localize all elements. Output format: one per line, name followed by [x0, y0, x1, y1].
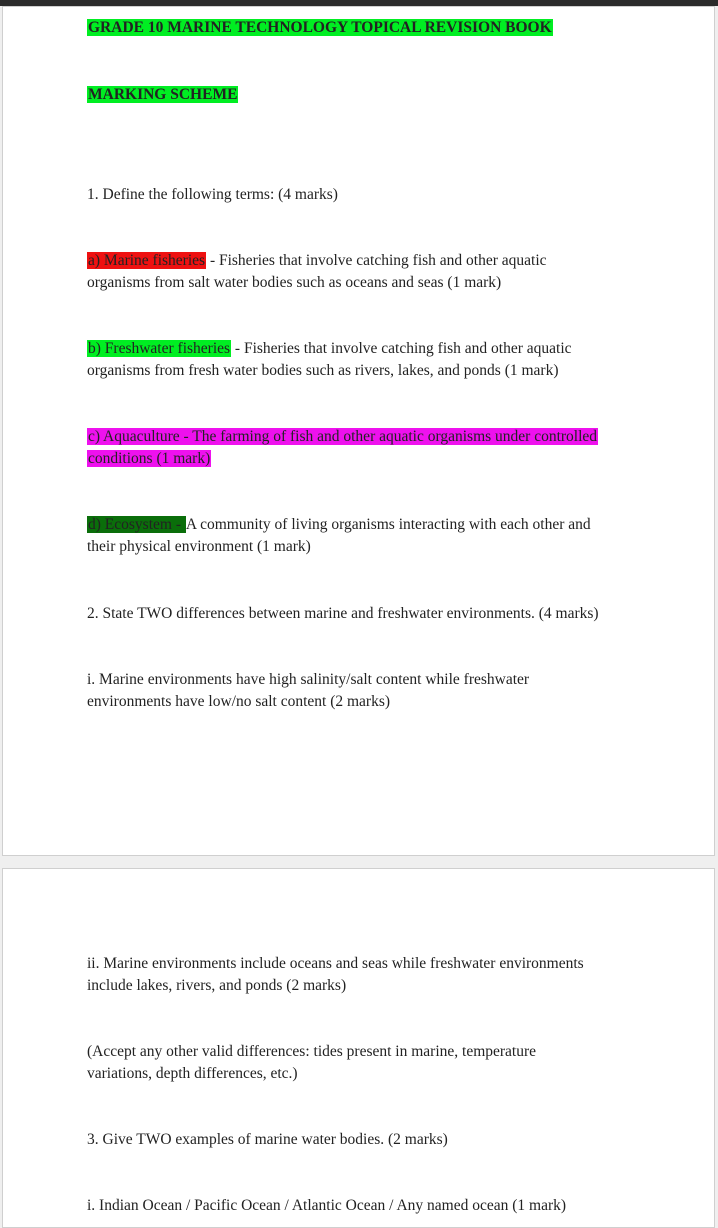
definition-marine-fisheries-cont: organisms from salt water bodies such as oceans and seas (1 mark)	[87, 274, 502, 291]
definition-ecosystem-cont: their physical environment (1 mark)	[87, 538, 311, 555]
question-2: 2. State TWO differences between marine and freshwater environments. (4 marks)	[87, 605, 599, 622]
answer-2i-line1: i. Marine environments have high salinity/salt content while freshwater	[87, 671, 530, 688]
definition-marine-fisheries: - Fisheries that involve catching fish and other aquatic	[206, 252, 547, 269]
answer-2i-line2: environments have low/no salt content (2 marks)	[87, 693, 391, 710]
accept-note-line2: variations, depth differences, etc.)	[87, 1065, 298, 1082]
term-ecosystem: d) Ecosystem -	[88, 516, 185, 533]
answer-2ii-line2: include lakes, rivers, and ponds (2 marks)	[87, 977, 347, 994]
term-marine-fisheries: a) Marine fisheries	[88, 252, 206, 269]
answer-3i: i. Indian Ocean / Pacific Ocean / Atlantic Ocean / Any named ocean (1 mark)	[87, 1197, 567, 1214]
document-page-2	[2, 868, 715, 1228]
answer-1b	[87, 338, 647, 382]
answer-1d	[87, 514, 647, 558]
document-title-line	[87, 17, 647, 39]
definition-freshwater-fisheries: - Fisheries that involve catching fish and other aquatic	[231, 340, 572, 357]
document-page-1	[2, 6, 715, 856]
question-1: 1. Define the following terms: (4 marks)	[87, 186, 338, 203]
marking-scheme-line	[87, 84, 647, 106]
answer-2i	[87, 669, 647, 713]
definition-ecosystem: A community of living organisms interacting with each other and	[185, 516, 591, 533]
accept-note	[87, 1041, 647, 1085]
answer-2ii	[87, 953, 647, 997]
answer-2ii-line1: ii. Marine environments include oceans and seas while freshwater environments	[87, 955, 584, 972]
term-aquaculture: c) Aquaculture - The farming of fish and other aquatic organisms under controlled	[88, 428, 598, 445]
term-aquaculture-cont: conditions (1 mark)	[88, 450, 211, 467]
answer-1a	[87, 250, 647, 294]
term-freshwater-fisheries: b) Freshwater fisheries	[88, 340, 231, 357]
answer-1c	[87, 426, 647, 470]
definition-freshwater-fisheries-cont: organisms from fresh water bodies such as rivers, lakes, and ponds (1 mark)	[87, 362, 559, 379]
question-3: 3. Give TWO examples of marine water bodies. (2 marks)	[87, 1131, 448, 1148]
document-title: GRADE 10 MARINE TECHNOLOGY TOPICAL REVISION BOOK	[88, 19, 552, 36]
accept-note-line1: (Accept any other valid differences: tides present in marine, temperature	[87, 1043, 537, 1060]
marking-scheme-heading: MARKING SCHEME	[88, 86, 238, 103]
